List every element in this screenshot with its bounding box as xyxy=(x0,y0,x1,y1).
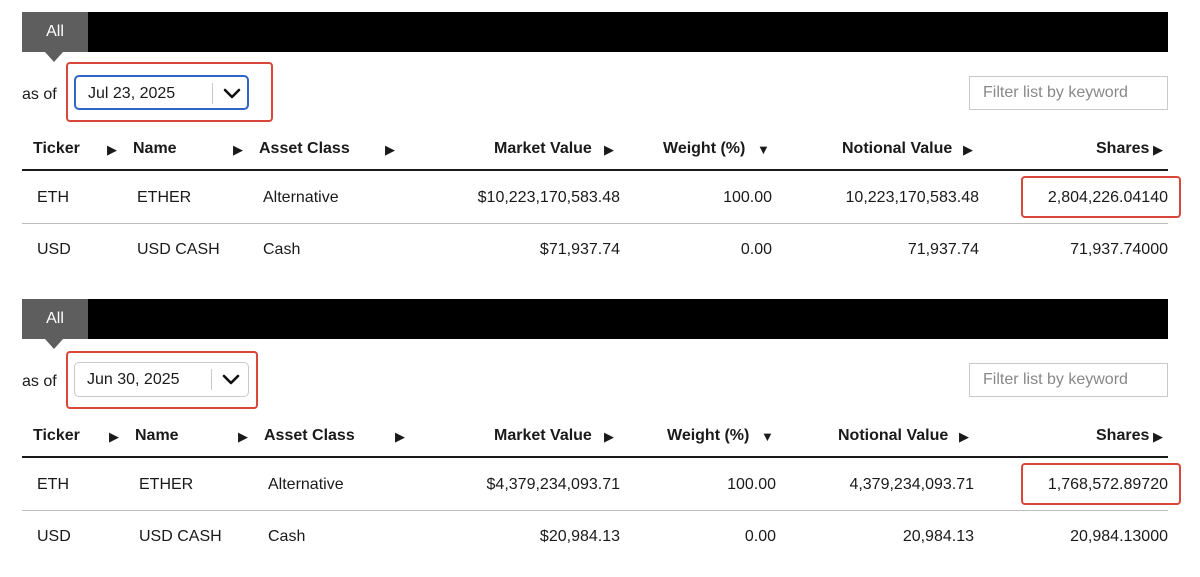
select-divider xyxy=(212,83,213,104)
cell-asset-class: Cash xyxy=(263,241,301,258)
as-of-date-select[interactable] xyxy=(74,362,249,397)
as-of-label: as of xyxy=(22,373,57,390)
cell-weight: 0.00 xyxy=(740,241,772,258)
sort-right-icon[interactable]: ▶ xyxy=(604,429,614,444)
cell-name: USD CASH xyxy=(137,241,220,258)
column-header-asset-class[interactable]: Asset Class xyxy=(259,140,350,157)
cell-name: USD CASH xyxy=(139,528,222,545)
column-header-ticker[interactable]: Ticker xyxy=(33,140,80,157)
cell-weight: 0.00 xyxy=(744,528,776,545)
filter-bar xyxy=(22,12,1168,52)
shares-highlight-box xyxy=(1021,463,1181,505)
column-header-notional-value[interactable]: Notional Value xyxy=(842,140,953,157)
cell-name: ETHER xyxy=(137,189,192,206)
tab-all[interactable]: All xyxy=(22,12,88,52)
column-header-name[interactable]: Name xyxy=(135,427,179,444)
column-header-shares[interactable]: Shares xyxy=(1096,140,1150,157)
holdings-panel-2 xyxy=(0,299,1200,577)
shares-highlight-box xyxy=(1021,176,1181,218)
cell-notional-value: 4,379,234,093.71 xyxy=(849,476,974,493)
sort-right-icon[interactable]: ▶ xyxy=(959,429,969,444)
tab-pointer xyxy=(45,339,63,349)
cell-name: ETHER xyxy=(139,476,194,493)
as-of-label: as of xyxy=(22,86,57,103)
cell-market-value: $20,984.13 xyxy=(539,528,620,545)
cell-notional-value: 71,937.74 xyxy=(907,241,979,258)
sort-right-icon[interactable]: ▶ xyxy=(233,142,243,157)
cell-shares: 71,937.74000 xyxy=(1070,241,1168,258)
column-header-shares[interactable]: Shares xyxy=(1096,427,1150,444)
sort-right-icon[interactable]: ▶ xyxy=(109,429,119,444)
date-select-value: Jun 30, 2025 xyxy=(87,371,180,388)
sort-right-icon[interactable]: ▶ xyxy=(963,142,973,157)
cell-ticker: ETH xyxy=(37,476,69,493)
sort-right-icon[interactable]: ▶ xyxy=(604,142,614,157)
cell-shares: 20,984.13000 xyxy=(1070,528,1168,545)
cell-market-value: $10,223,170,583.48 xyxy=(477,189,620,206)
tab-all[interactable]: All xyxy=(22,299,88,339)
column-header-asset-class[interactable]: Asset Class xyxy=(264,427,355,444)
sort-right-icon[interactable]: ▶ xyxy=(395,429,405,444)
column-header-weight[interactable]: Weight (%) xyxy=(663,140,746,157)
column-header-weight[interactable]: Weight (%) xyxy=(667,427,750,444)
cell-asset-class: Alternative xyxy=(263,189,339,206)
sort-right-icon[interactable]: ▶ xyxy=(238,429,248,444)
filter-keyword-input[interactable] xyxy=(969,363,1168,397)
cell-shares: 1,768,572.89720 xyxy=(1047,476,1168,493)
sort-right-icon[interactable]: ▶ xyxy=(107,142,117,157)
cell-shares: 2,804,226.04140 xyxy=(1047,189,1168,206)
cell-weight: 100.00 xyxy=(723,189,772,206)
chevron-down-icon xyxy=(222,85,242,103)
sort-right-icon[interactable]: ▶ xyxy=(385,142,395,157)
cell-asset-class: Alternative xyxy=(268,476,344,493)
holdings-panel-1 xyxy=(0,12,1200,290)
chevron-down-icon xyxy=(221,371,241,389)
column-header-market-value[interactable]: Market Value xyxy=(494,427,592,444)
row-divider xyxy=(22,510,1168,511)
sort-down-icon[interactable]: ▼ xyxy=(761,429,774,444)
select-divider xyxy=(211,369,212,390)
filter-bar xyxy=(22,299,1168,339)
header-divider xyxy=(22,169,1168,171)
column-header-market-value[interactable]: Market Value xyxy=(494,140,592,157)
cell-market-value: $71,937.74 xyxy=(539,241,620,258)
sort-down-icon[interactable]: ▼ xyxy=(757,142,770,157)
cell-notional-value: 20,984.13 xyxy=(902,528,974,545)
as-of-date-select[interactable] xyxy=(74,75,249,110)
row-divider xyxy=(22,223,1168,224)
sort-right-icon[interactable]: ▶ xyxy=(1153,429,1163,444)
header-divider xyxy=(22,456,1168,458)
cell-ticker: USD xyxy=(37,528,71,545)
filter-keyword-input[interactable] xyxy=(969,76,1168,110)
cell-ticker: ETH xyxy=(37,189,69,206)
column-header-ticker[interactable]: Ticker xyxy=(33,427,80,444)
tab-pointer xyxy=(45,52,63,62)
sort-right-icon[interactable]: ▶ xyxy=(1153,142,1163,157)
cell-asset-class: Cash xyxy=(268,528,306,545)
cell-notional-value: 10,223,170,583.48 xyxy=(845,189,979,206)
date-select-value: Jul 23, 2025 xyxy=(88,85,176,102)
cell-weight: 100.00 xyxy=(727,476,776,493)
cell-market-value: $4,379,234,093.71 xyxy=(486,476,620,493)
column-header-notional-value[interactable]: Notional Value xyxy=(838,427,949,444)
cell-ticker: USD xyxy=(37,241,71,258)
column-header-name[interactable]: Name xyxy=(133,140,177,157)
